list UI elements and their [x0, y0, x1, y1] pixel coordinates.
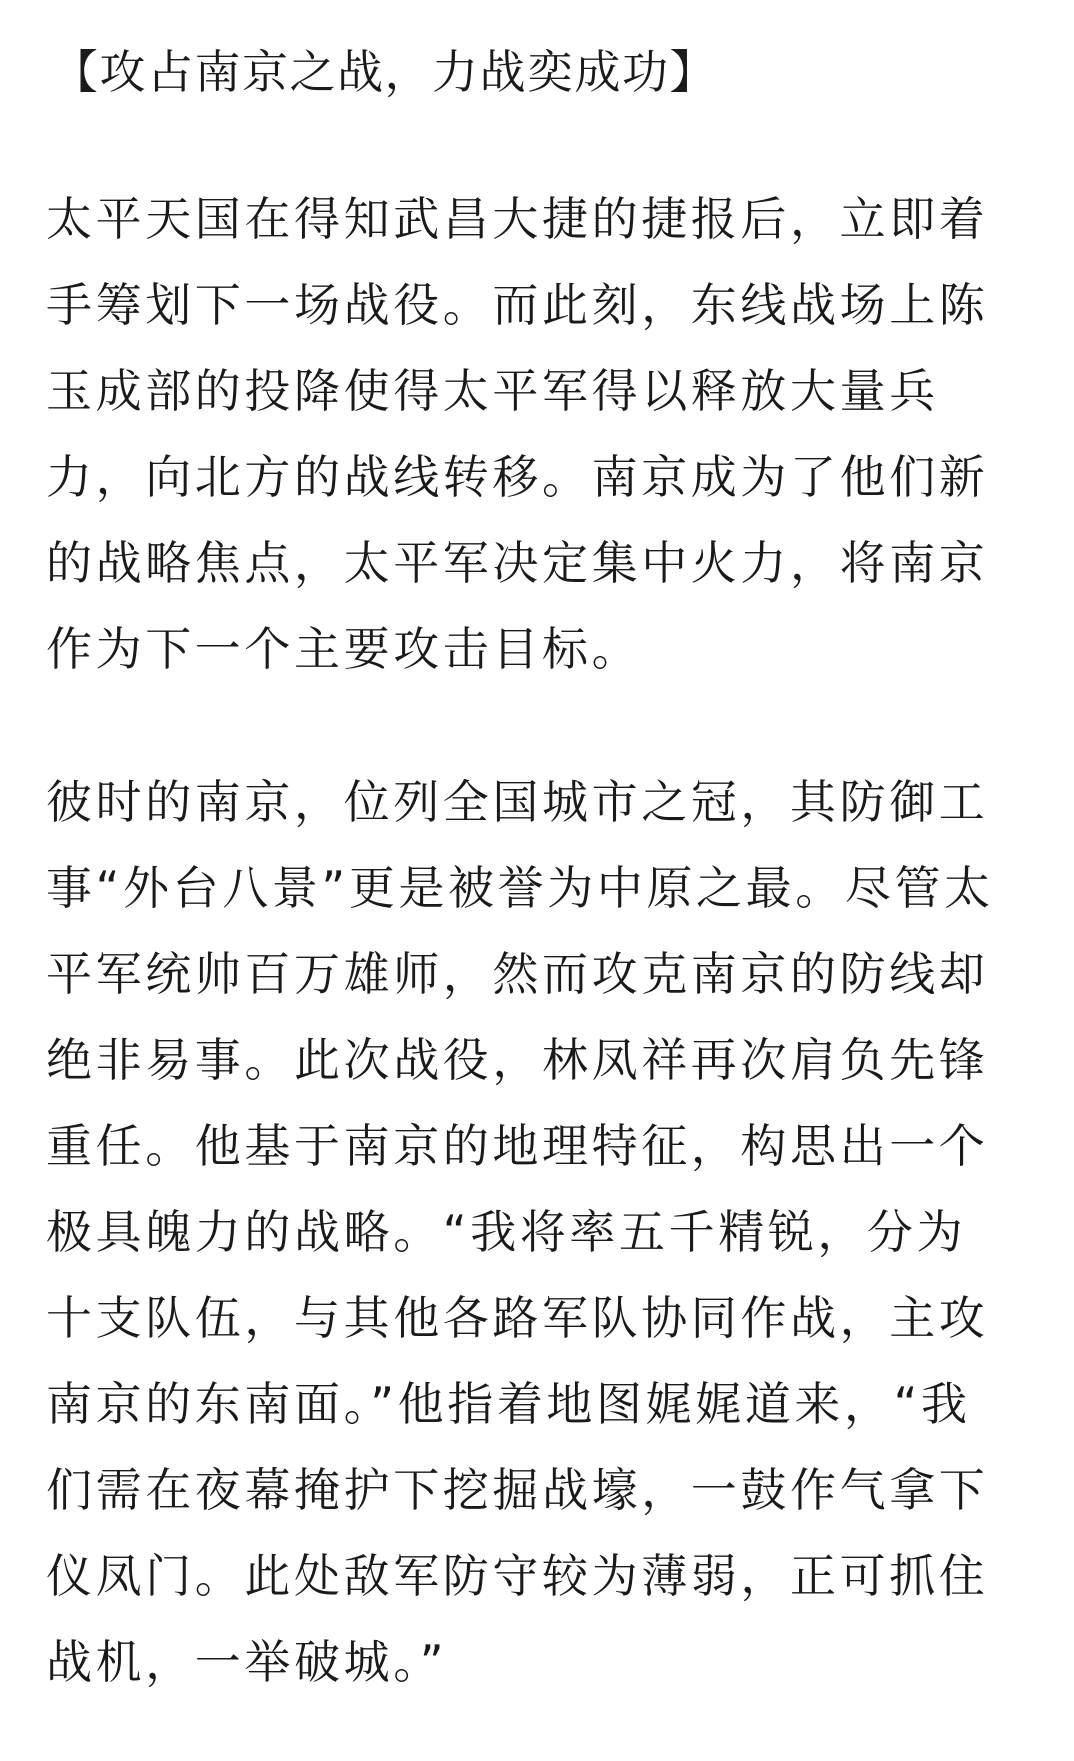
paragraph-line: 们需在夜幕掩护下挖掘战壕，一鼓作气拿下 [46, 1463, 989, 1517]
article-heading: 【攻占南京之战，力战奕成功】 [52, 45, 717, 99]
paragraph-line: 绝非易事。此次战役，林凤祥再次肩负先锋 [46, 1033, 989, 1087]
paragraph-line: 十支队伍，与其他各路军队协同作战，主攻 [46, 1291, 989, 1345]
paragraph-line: 作为下一个主要攻击目标。 [46, 622, 642, 676]
paragraph-line: 手筹划下一场战役。而此刻，东线战场上陈 [46, 278, 989, 332]
paragraph-line: 玉成部的投降使得太平军得以释放大量兵 [46, 364, 939, 418]
paragraph-line: 极具魄力的战略。“我将率五千精锐，分为 [46, 1205, 967, 1259]
paragraph-line: 事“外台八景”更是被誉为中原之最。尽管太 [46, 861, 994, 915]
paragraph-line: 平军统帅百万雄师，然而攻克南京的防线却 [46, 947, 989, 1001]
paragraph-line: 南京的东南面。”他指着地图娓娓道来，“我 [46, 1377, 971, 1431]
article [46, 42, 1036, 1705]
paragraph-2 [46, 759, 1036, 1705]
paragraph-line: 仪凤门。此处敌军防守较为薄弱，正可抓住 [46, 1549, 989, 1603]
paragraph-line: 力，向北方的战线转移。南京成为了他们新 [46, 450, 989, 504]
paragraph-1 [46, 176, 1036, 692]
paragraph-line: 重任。他基于南京的地理特征，构思出一个 [46, 1119, 989, 1173]
paragraph-line: 太平天国在得知武昌大捷的捷报后，立即着 [46, 192, 989, 246]
paragraph-line: 彼时的南京，位列全国城市之冠，其防御工 [46, 775, 989, 829]
paragraph-line: 的战略焦点，太平军决定集中火力，将南京 [46, 536, 989, 590]
paragraph-line: 战机，一举破城。” [46, 1635, 448, 1689]
